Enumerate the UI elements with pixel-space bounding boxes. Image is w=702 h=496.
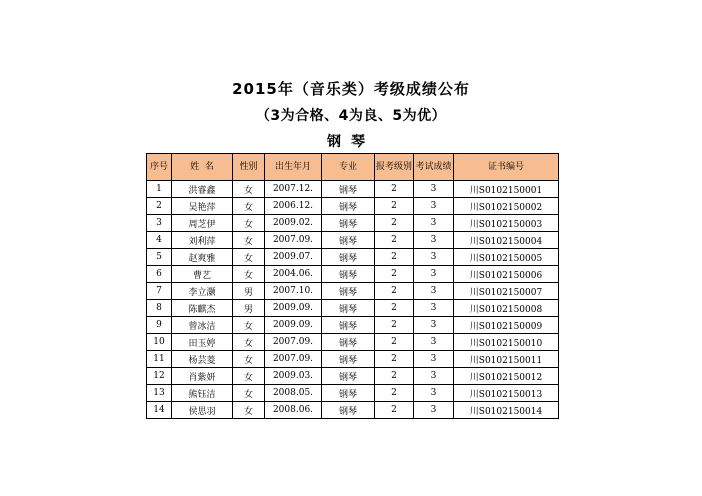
cell-sex: 女 [233, 232, 265, 249]
cell-name: 吴艳萍 [172, 198, 233, 215]
cell-score: 3 [414, 402, 454, 419]
cell-seq: 4 [147, 232, 172, 249]
cell-level: 2 [375, 368, 414, 385]
cell-level: 2 [375, 232, 414, 249]
cell-level: 2 [375, 215, 414, 232]
cell-level: 2 [375, 351, 414, 368]
cell-major: 钢琴 [322, 215, 375, 232]
cell-seq: 2 [147, 198, 172, 215]
cell-name: 周芝伊 [172, 215, 233, 232]
cell-major: 钢琴 [322, 198, 375, 215]
cell-major: 钢琴 [322, 402, 375, 419]
cell-seq: 3 [147, 215, 172, 232]
cell-certificate: 川S0102150007 [454, 283, 559, 300]
cell-seq: 11 [147, 351, 172, 368]
cell-seq: 10 [147, 334, 172, 351]
cell-major: 钢琴 [322, 334, 375, 351]
cell-seq: 14 [147, 402, 172, 419]
column-header-level: 报考级别 [375, 154, 414, 181]
cell-major: 钢琴 [322, 283, 375, 300]
cell-sex: 女 [233, 215, 265, 232]
cell-birth: 2007.09. [265, 232, 322, 249]
table-row [147, 300, 559, 317]
cell-major: 钢琴 [322, 300, 375, 317]
cell-name: 曾冰洁 [172, 317, 233, 334]
table-row [147, 351, 559, 368]
cell-score: 3 [414, 283, 454, 300]
cell-name: 刘利萍 [172, 232, 233, 249]
cell-sex: 女 [233, 368, 265, 385]
cell-certificate: 川S0102150014 [454, 402, 559, 419]
table-header-row [147, 154, 559, 181]
column-header-certificate: 证书编号 [454, 154, 559, 181]
grading-legend: （3为合格、4为良、5为优） [255, 108, 447, 124]
cell-major: 钢琴 [322, 249, 375, 266]
cell-sex: 女 [233, 351, 265, 368]
cell-score: 3 [414, 317, 454, 334]
column-header-sex: 性别 [233, 154, 265, 181]
cell-level: 2 [375, 402, 414, 419]
cell-score: 3 [414, 385, 454, 402]
cell-major: 钢琴 [322, 232, 375, 249]
cell-birth: 2009.02. [265, 215, 322, 232]
cell-certificate: 川S0102150010 [454, 334, 559, 351]
table-row [147, 368, 559, 385]
column-header-score: 考试成绩 [414, 154, 454, 181]
cell-level: 2 [375, 334, 414, 351]
cell-birth: 2007.09. [265, 334, 322, 351]
cell-level: 2 [375, 317, 414, 334]
table-row [147, 249, 559, 266]
cell-birth: 2007.12. [265, 181, 322, 198]
cell-birth: 2006.12. [265, 198, 322, 215]
cell-name: 熊钰洁 [172, 385, 233, 402]
table-row [147, 385, 559, 402]
cell-score: 3 [414, 198, 454, 215]
cell-score: 3 [414, 249, 454, 266]
cell-major: 钢琴 [322, 181, 375, 198]
table-row [147, 198, 559, 215]
cell-level: 2 [375, 181, 414, 198]
section-title: 钢琴 [327, 134, 375, 150]
cell-sex: 女 [233, 385, 265, 402]
cell-birth: 2009.03. [265, 368, 322, 385]
cell-certificate: 川S0102150001 [454, 181, 559, 198]
cell-score: 3 [414, 334, 454, 351]
cell-certificate: 川S0102150008 [454, 300, 559, 317]
cell-sex: 女 [233, 334, 265, 351]
cell-name: 陈麒杰 [172, 300, 233, 317]
cell-seq: 9 [147, 317, 172, 334]
cell-birth: 2008.06. [265, 402, 322, 419]
cell-certificate: 川S0102150005 [454, 249, 559, 266]
table-row [147, 215, 559, 232]
page-title: 2015年（音乐类）考级成绩公布 [232, 80, 470, 98]
column-header-birth: 出生年月 [265, 154, 322, 181]
cell-sex: 女 [233, 402, 265, 419]
cell-level: 2 [375, 300, 414, 317]
cell-score: 3 [414, 215, 454, 232]
cell-seq: 13 [147, 385, 172, 402]
cell-sex: 女 [233, 249, 265, 266]
cell-birth: 2009.09. [265, 300, 322, 317]
cell-name: 李立灏 [172, 283, 233, 300]
cell-seq: 5 [147, 249, 172, 266]
cell-major: 钢琴 [322, 351, 375, 368]
cell-sex: 女 [233, 317, 265, 334]
cell-seq: 6 [147, 266, 172, 283]
cell-name: 侯思羽 [172, 402, 233, 419]
cell-major: 钢琴 [322, 266, 375, 283]
cell-sex: 男 [233, 283, 265, 300]
cell-certificate: 川S0102150006 [454, 266, 559, 283]
cell-score: 3 [414, 368, 454, 385]
table-row [147, 283, 559, 300]
table-row [147, 181, 559, 198]
cell-certificate: 川S0102150013 [454, 385, 559, 402]
cell-birth: 2008.05. [265, 385, 322, 402]
cell-score: 3 [414, 232, 454, 249]
cell-certificate: 川S0102150012 [454, 368, 559, 385]
table-body [147, 181, 559, 419]
table-row [147, 317, 559, 334]
cell-level: 2 [375, 283, 414, 300]
cell-name: 赵爽雅 [172, 249, 233, 266]
cell-level: 2 [375, 249, 414, 266]
cell-sex: 女 [233, 181, 265, 198]
cell-level: 2 [375, 266, 414, 283]
column-header-major: 专业 [322, 154, 375, 181]
cell-score: 3 [414, 266, 454, 283]
cell-major: 钢琴 [322, 385, 375, 402]
column-header-seq: 序号 [147, 154, 172, 181]
cell-score: 3 [414, 181, 454, 198]
column-header-name: 姓 名 [172, 154, 233, 181]
cell-birth: 2004.06. [265, 266, 322, 283]
cell-seq: 7 [147, 283, 172, 300]
cell-name: 曹艺 [172, 266, 233, 283]
table-row [147, 334, 559, 351]
results-table [146, 153, 559, 419]
cell-major: 钢琴 [322, 368, 375, 385]
cell-name: 洪睿鑫 [172, 181, 233, 198]
cell-certificate: 川S0102150009 [454, 317, 559, 334]
cell-score: 3 [414, 300, 454, 317]
cell-sex: 男 [233, 300, 265, 317]
cell-sex: 女 [233, 266, 265, 283]
table-row [147, 232, 559, 249]
cell-name: 杨芸菱 [172, 351, 233, 368]
cell-birth: 2007.10. [265, 283, 322, 300]
cell-seq: 12 [147, 368, 172, 385]
cell-birth: 2007.09. [265, 351, 322, 368]
cell-certificate: 川S0102150011 [454, 351, 559, 368]
cell-sex: 女 [233, 198, 265, 215]
cell-level: 2 [375, 385, 414, 402]
cell-name: 肖紫妍 [172, 368, 233, 385]
cell-birth: 2009.09. [265, 317, 322, 334]
cell-seq: 1 [147, 181, 172, 198]
cell-birth: 2009.07. [265, 249, 322, 266]
cell-seq: 8 [147, 300, 172, 317]
cell-level: 2 [375, 198, 414, 215]
table-row [147, 402, 559, 419]
cell-certificate: 川S0102150002 [454, 198, 559, 215]
table-row [147, 266, 559, 283]
cell-certificate: 川S0102150004 [454, 232, 559, 249]
cell-score: 3 [414, 351, 454, 368]
cell-name: 田玉婷 [172, 334, 233, 351]
cell-certificate: 川S0102150003 [454, 215, 559, 232]
cell-major: 钢琴 [322, 317, 375, 334]
